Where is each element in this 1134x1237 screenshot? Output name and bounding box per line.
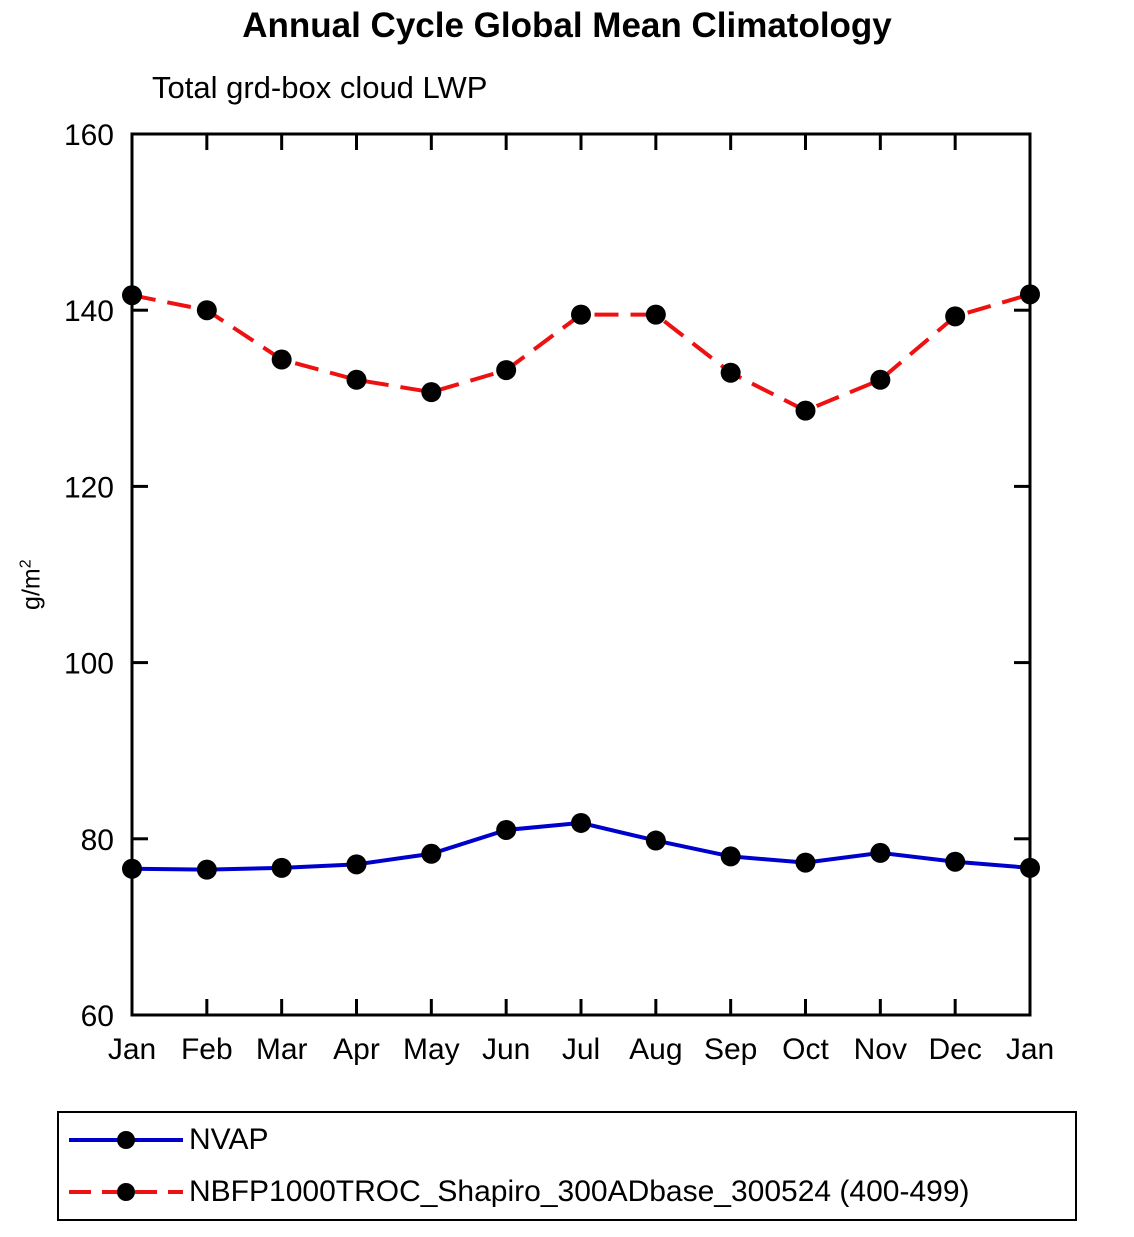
data-point-marker — [272, 350, 292, 370]
legend-entry-nvap — [59, 1115, 1075, 1165]
data-point-marker — [721, 846, 741, 866]
data-point-marker — [870, 370, 890, 390]
x-tick-label: Mar — [255, 1033, 308, 1066]
data-point-marker — [496, 820, 516, 840]
plot-frame — [132, 134, 1030, 1015]
legend-entry-model — [59, 1167, 1075, 1217]
data-point-marker — [571, 813, 591, 833]
y-tick-label: 120 — [63, 471, 114, 505]
x-tick-label: Jan — [1005, 1033, 1055, 1066]
chart-legend — [57, 1111, 1077, 1221]
data-point-marker — [421, 382, 441, 402]
x-tick-label: Feb — [180, 1033, 233, 1066]
y-tick-label: 140 — [63, 295, 114, 329]
data-point-marker — [646, 831, 666, 851]
legend-label-nvap: NVAP — [189, 1123, 269, 1156]
data-point-marker — [347, 370, 367, 390]
data-point-marker — [197, 860, 217, 880]
data-point-marker — [347, 854, 367, 874]
chart-subtitle: Total grd-box cloud LWP — [152, 70, 488, 105]
data-point-marker — [122, 285, 142, 305]
x-tick-label: Oct — [782, 1033, 829, 1066]
data-point-marker — [870, 843, 890, 863]
y-tick-label: 80 — [80, 823, 114, 857]
legend-swatch-model — [67, 1177, 185, 1207]
x-tick-label: Jun — [481, 1033, 531, 1066]
y-tick-label: 60 — [80, 1000, 114, 1033]
data-point-marker — [1020, 284, 1040, 304]
y-axis-label-exponent: 2 — [17, 559, 35, 569]
data-point-marker — [945, 852, 965, 872]
data-point-marker — [796, 401, 816, 421]
y-axis-label-base: g/m — [17, 568, 46, 610]
data-point-marker — [646, 305, 666, 325]
x-tick-label: Sep — [703, 1033, 758, 1066]
legend-label-model: NBFP1000TROC_Shapiro_300ADbase_300524 (400-499) — [189, 1175, 970, 1208]
x-tick-label: Nov — [853, 1033, 908, 1066]
data-point-marker — [571, 305, 591, 325]
x-tick-label: Aug — [629, 1033, 683, 1066]
data-point-marker — [197, 300, 217, 320]
chart-title: Annual Cycle Global Mean Climatology — [242, 6, 892, 45]
data-point-marker — [945, 306, 965, 326]
x-tick-label: Jan — [107, 1033, 157, 1066]
data-point-marker — [496, 360, 516, 380]
data-point-marker — [421, 844, 441, 864]
data-point-marker — [272, 858, 292, 878]
x-tick-label: Jul — [561, 1033, 601, 1066]
x-tick-label: Apr — [333, 1033, 380, 1066]
x-tick-label: May — [402, 1033, 460, 1066]
data-point-marker — [122, 859, 142, 879]
legend-swatch-nvap — [67, 1125, 185, 1155]
data-point-marker — [721, 363, 741, 383]
data-point-marker — [1020, 858, 1040, 878]
x-tick-label: Dec — [928, 1033, 982, 1066]
data-point-marker — [796, 853, 816, 873]
y-tick-label: 100 — [63, 647, 114, 681]
y-tick-label: 160 — [63, 119, 114, 152]
